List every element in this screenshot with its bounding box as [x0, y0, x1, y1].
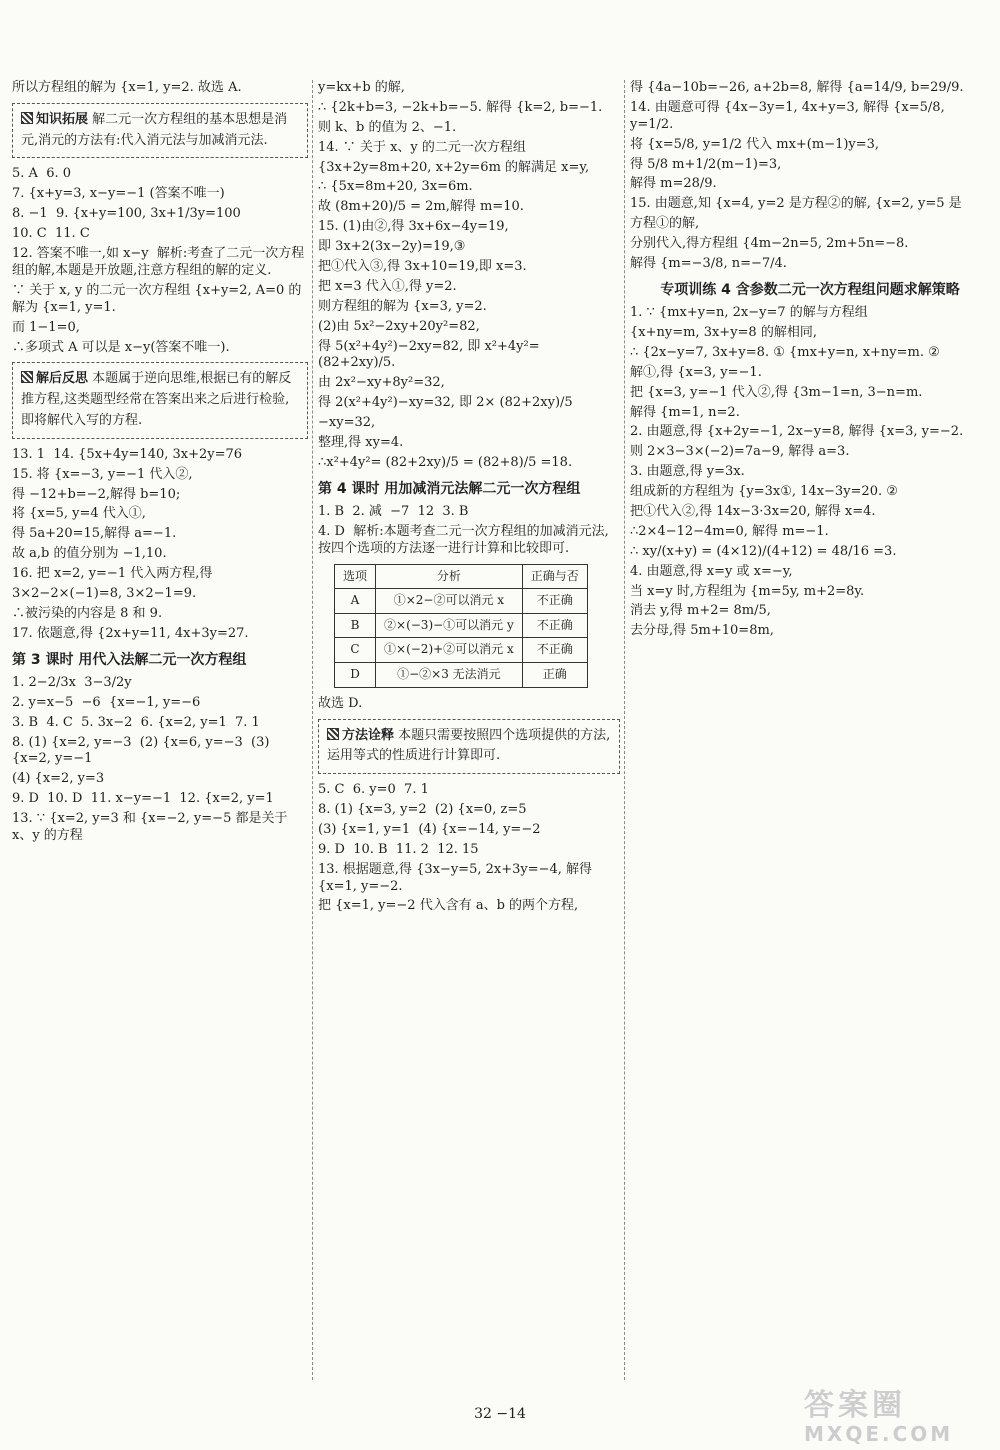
answer-line: 2. 由题意,得 {x+2y=−1, 2x−y=8, 解得 {x=3, y=−2. [630, 424, 964, 440]
column-left [12, 80, 308, 1380]
answer-line: {3x+2y=8m+20, x+2y=6m 的解满足 x=y, [318, 159, 590, 175]
answer-line: ∴ {2x−y=7, 3x+y=8. ① {mx+y=n, x+ny=m. ② [630, 344, 940, 360]
section-heading: 第 3 课时 用代入法解二元一次方程组 [12, 651, 247, 668]
answer-line: ∴多项式 A 可以是 x−y(答案不唯一). [12, 339, 230, 355]
answer-line: (2)由 5x²−2xy+20y²=82, [318, 318, 480, 334]
tip-text: 解二元一次方程组的基本思想是消元,消元的方法有:代入消元法与加减消元法. [21, 111, 288, 148]
answer-line: 1. 2−2/3x 3−3/2y [12, 674, 132, 690]
answer-line: 故 a,b 的值分别为 −1,10. [12, 546, 167, 562]
table-cell: ①×2−②可以消元 x [376, 589, 523, 614]
answer-line: 把①代入②,得 14x−3·3x=20, 解得 x=4. [630, 504, 876, 519]
table-cell: ②×(−3)−①可以消元 y [376, 613, 523, 638]
table-cell: A [335, 589, 376, 614]
answer-line: 10. C 11. C [12, 226, 90, 242]
tip-tag: 方法诠释 [342, 727, 395, 743]
tip-tag: 解后反思 [36, 371, 89, 387]
answer-line: ∴被污染的内容是 8 和 9. [12, 605, 163, 621]
answer-line: 把 x=3 代入①,得 y=2. [318, 278, 457, 294]
table-header-row [335, 564, 588, 589]
answer-line: 把 {x=1, y=−2 代入含有 a、b 的两个方程, [318, 898, 579, 914]
tip-marker-icon [21, 112, 33, 124]
table-cell: 不正确 [522, 613, 587, 638]
answer-line: 15. 由题意,知 {x=4, y=2 是方程②的解, {x=2, y=5 是 [630, 196, 962, 212]
watermark-title: 答案圈 [804, 1388, 906, 1423]
answer-line: ∴x²+4y²= (82+2xy)/5 = (82+8)/5 =18. [318, 454, 573, 470]
tip-box [318, 719, 620, 775]
table-cell: 不正确 [522, 638, 587, 663]
answer-line: 17. 依题意,得 {2x+y=11, 4x+3y=27. [12, 625, 249, 641]
answer-line: ∴2×4−12−4m=0, 解得 m=−1. [630, 523, 829, 539]
table-row [335, 663, 588, 688]
answer-line: y=kx+b 的解, [318, 80, 405, 95]
table-cell: B [335, 613, 376, 638]
answer-line: 得 −12+b=−2,解得 b=10; [12, 486, 181, 502]
answer-line: 9. D 10. D 11. x−y=−1 12. {x=2, y=1 [12, 791, 274, 807]
answer-line: ∵ 关于 x, y 的二元一次方程组 {x+y=2, A=0 的解为 {x=1, y=1. [12, 282, 302, 315]
answer-line: 5. A 6. 0 [12, 166, 71, 182]
answer-line: 故 (8m+20)/5 = 2m,解得 m=10. [318, 199, 524, 215]
tip-text: 本题属于逆向思维,根据已有的解反推方程,这类题型经常在答案出来之后进行检验,即将解代入写的方程. [21, 371, 292, 428]
table-cell: ①−②×3 无法消元 [376, 663, 523, 688]
watermark-logo [804, 1390, 994, 1448]
column-divider-1 [312, 80, 313, 1380]
column-divider-2 [624, 80, 625, 1380]
answer-line: 2. y=x−5 −6 {x=−1, y=−6 [12, 694, 201, 710]
answer-line: 则 k、b 的值为 2、−1. [318, 119, 457, 135]
answer-line: −xy=32, [318, 415, 376, 431]
options-table [334, 564, 588, 688]
table-header-cell: 分析 [376, 564, 523, 589]
answer-line: ∴ {5x=8m+20, 3x=6m. [318, 179, 473, 195]
answer-line: 5. C 6. y=0 7. 1 [318, 782, 429, 798]
section-heading: 专项训练 4 含参数二元一次方程组问题求解策略 [660, 281, 960, 298]
answer-line: ∴ xy/(x+y) = (4×12)/(4+12) = 48/16 =3. [630, 543, 897, 559]
answer-line: 将 {x=5/8, y=1/2 代入 mx+(m−1)y=3, [630, 136, 880, 152]
answer-line: 15. (1)由②,得 3x+6x−4y=19, [318, 219, 509, 235]
answer-line: 得 {4a−10b=−26, a+2b=8, 解得 {a=14/9, b=29/9. [630, 80, 964, 95]
answer-line: 消去 y,得 m+2= 8m/5, [630, 603, 771, 619]
answer-line: 则 2×3−3×(−2)=7a−9, 解得 a=3. [630, 444, 850, 460]
table-header-cell: 选项 [335, 564, 376, 589]
table-cell: C [335, 638, 376, 663]
answer-line: 8. (1) {x=3, y=2 (2) {x=0, z=5 [318, 802, 527, 818]
answer-line: 14. 由题意可得 {4x−3y=1, 4x+y=3, 解得 {x=5/8, y=1/2. [630, 99, 949, 132]
answer-line: 1. B 2. 减 −7 12 3. B [318, 504, 469, 519]
answer-line: 把①代入③,得 3x+10=19,即 x=3. [318, 259, 527, 275]
table-cell: 不正确 [522, 589, 587, 614]
table-cell: 正确 [522, 663, 587, 688]
answer-line: 16. 把 x=2, y=−1 代入两方程,得 [12, 566, 213, 582]
table-cell: ①×(−2)+②可以消元 x [376, 638, 523, 663]
answer-line: 而 1−1=0, [12, 319, 80, 335]
answer-line: 将 {x=5, y=4 代入①, [12, 506, 146, 522]
column-right [630, 80, 990, 1380]
answer-line: 14. ∵ 关于 x、y 的二元一次方程组 [318, 139, 526, 155]
answer-line: 13. 1 14. {5x+4y=140, 3x+2y=76 [12, 446, 243, 462]
answer-line: 8. −1 9. {x+y=100, 3x+1/3y=100 [12, 206, 241, 222]
table-header-cell: 正确与否 [522, 564, 587, 589]
tip-box [12, 103, 308, 159]
table-row [335, 589, 588, 614]
table-cell: D [335, 663, 376, 688]
answer-line: 故选 D. [318, 695, 363, 711]
answer-line: 3×2−2×(−1)=8, 3×2−1=9. [12, 586, 197, 602]
answer-line: 解得 {m=−3/8, n=−7/4. [630, 256, 787, 272]
section-heading: 第 4 课时 用加减消元法解二元一次方程组 [318, 480, 581, 497]
answer-line: 3. 由题意,得 y=3x. [630, 464, 745, 480]
answer-line: 整理,得 xy=4. [318, 435, 404, 451]
answer-line: 组成新的方程组为 {y=3x①, 14x−3y=20. ② [630, 484, 898, 500]
answer-line: {x+ny=m, 3x+y=8 的解相同, [630, 324, 817, 340]
answer-line: 9. D 10. B 11. 2 12. 15 [318, 841, 479, 857]
tip-tag: 知识拓展 [36, 111, 89, 127]
answer-line: 解得 m=28/9. [630, 176, 717, 192]
answer-line: 4. D 解析:本题考查二元一次方程组的加减消元法,按四个选项的方法逐一进行计算和比较即可. [318, 523, 609, 556]
answer-line: 15. 将 {x=−3, y=−1 代入②, [12, 466, 193, 482]
tip-box [12, 362, 308, 438]
answer-line: 1. ∵ {mx+y=n, 2x−y=7 的解与方程组 [630, 305, 868, 321]
watermark-url: MXQE.COM [804, 1422, 954, 1446]
answer-line: (4) {x=2, y=3 [12, 771, 105, 787]
column-middle [318, 80, 620, 1380]
tip-marker-icon [327, 728, 339, 740]
answer-line: 当 x=y 时,方程组为 {m=5y, m+2=8y. [630, 583, 865, 599]
answer-line: ∴ {2k+b=3, −2k+b=−5. 解得 {k=2, b=−1. [318, 99, 603, 115]
answer-line: 7. {x+y=3, x−y=−1 (答案不唯一) [12, 186, 225, 202]
answer-line: 4. 由题意,得 x=y 或 x=−y, [630, 563, 793, 579]
answer-line: 得 5/8 m+1/2(m−1)=3, [630, 156, 782, 172]
answer-line: 解①,得 {x=3, y=−1. [630, 364, 762, 380]
answer-line: 即 3x+2(3x−2y)=19,③ [318, 239, 466, 255]
answer-line: 则方程组的解为 {x=3, y=2. [318, 298, 487, 314]
answer-line: 分别代入,得方程组 {4m−2n=5, 2m+5n=−8. [630, 236, 909, 252]
answer-line: 由 2x²−xy+8y²=32, [318, 375, 445, 391]
page-number: 32 −14 [474, 1406, 526, 1422]
answer-line: 12. 答案不唯一,如 x−y 解析:考查了二元一次方程组的解,本题是开放题,注意方程组的解的定义. [12, 246, 305, 278]
answer-line: 8. (1) {x=2, y=−3 (2) {x=6, y=−3 (3) {x=2, y=−1 [12, 734, 274, 767]
answer-line: 得 5a+20=15,解得 a=−1. [12, 526, 177, 542]
answer-line: (3) {x=1, y=1 (4) {x=−14, y=−2 [318, 821, 541, 837]
answer-line: 方程①的解, [630, 216, 700, 232]
answer-line: 去分母,得 5m+10=8m, [630, 623, 774, 639]
tip-text: 本题只需要按照四个选项提供的方法,运用等式的性质进行计算即可. [327, 727, 611, 764]
answer-line: 3. B 4. C 5. 3x−2 6. {x=2, y=1 7. 1 [12, 714, 260, 730]
answer-line: 13. 根据题意,得 {3x−y=5, 2x+3y=−4, 解得 {x=1, y=−2. [318, 861, 597, 894]
answer-line: 得 5(x²+4y²)−2xy=82, 即 x²+4y²= (82+2xy)/5. [318, 338, 544, 371]
answer-line: 把 {x=3, y=−1 代入②,得 {3m−1=n, 3−n=m. [630, 384, 923, 400]
answer-line: 得 2(x²+4y²)−xy=32, 即 2× (82+2xy)/5 [318, 395, 573, 411]
answer-line: 所以方程组的解为 {x=1, y=2. 故选 A. [12, 80, 242, 95]
answer-line: 解得 {m=1, n=2. [630, 404, 740, 420]
answer-line: 13. ∵ {x=2, y=3 和 {x=−2, y=−5 都是关于 x、y 的方程 [12, 811, 292, 843]
tip-marker-icon [21, 371, 33, 383]
table-row [335, 613, 588, 638]
table-row [335, 638, 588, 663]
